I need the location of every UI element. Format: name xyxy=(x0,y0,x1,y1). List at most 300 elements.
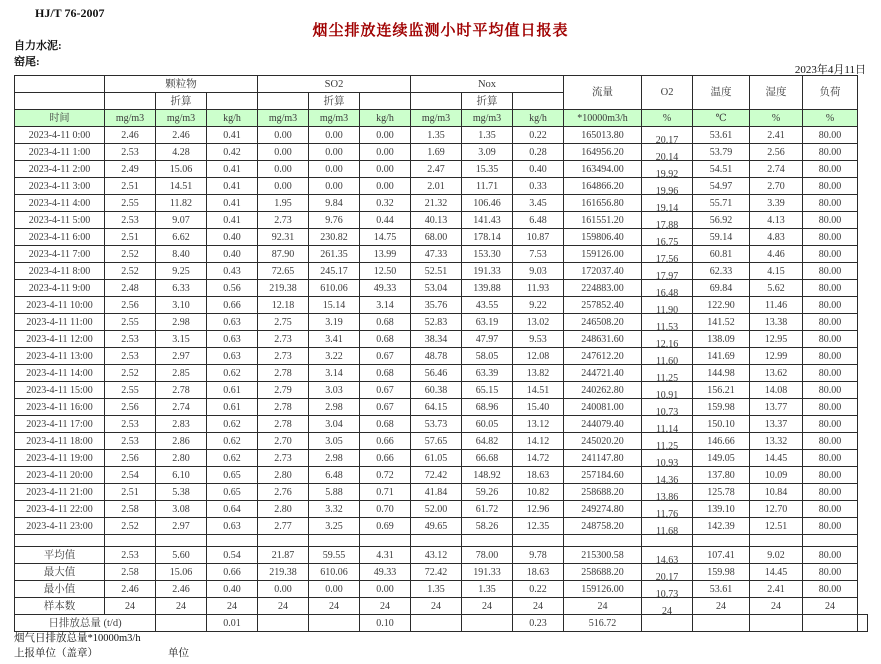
summary-value-cell: 24 xyxy=(360,598,411,615)
time-cell: 2023-4-11 6:00 xyxy=(15,229,105,246)
o2-value: 10.73 xyxy=(655,406,679,416)
nox-converted-label: 折算 xyxy=(462,93,513,110)
summary-value-cell: 1.35 xyxy=(411,581,462,598)
value-cell: 14.75 xyxy=(360,229,411,246)
value-cell: 59.14 xyxy=(693,229,750,246)
summary-value-cell: 0.66 xyxy=(207,564,258,581)
value-cell: 61.72 xyxy=(462,501,513,518)
value-cell: 13.38 xyxy=(750,314,803,331)
value-cell xyxy=(642,450,693,467)
value-cell: 2.56 xyxy=(105,399,156,416)
col-group-so2: SO2 xyxy=(258,76,411,93)
value-cell: 80.00 xyxy=(803,297,858,314)
value-cell: 15.35 xyxy=(462,161,513,178)
nox-unit-mg: mg/m3 xyxy=(411,110,462,127)
summary-value-cell: 72.42 xyxy=(411,564,462,581)
value-cell: 0.00 xyxy=(360,161,411,178)
o2-value: 13.86 xyxy=(655,491,679,501)
summary-value-cell: 14.45 xyxy=(750,564,803,581)
value-cell: 56.92 xyxy=(693,212,750,229)
daily-total-label: 日排放总量 (t/d) xyxy=(15,615,156,632)
summary-value-cell: 0.00 xyxy=(258,581,309,598)
value-cell: 12.99 xyxy=(750,348,803,365)
summary-value-cell: 2.46 xyxy=(156,581,207,598)
value-cell: 261.35 xyxy=(309,246,360,263)
value-cell: 2.73 xyxy=(258,212,309,229)
value-cell xyxy=(642,297,693,314)
summary-value-cell: 24 xyxy=(693,598,750,615)
time-cell: 2023-4-11 15:00 xyxy=(15,382,105,399)
value-cell: 0.40 xyxy=(207,229,258,246)
value-cell: 15.40 xyxy=(513,399,564,416)
time-cell: 2023-4-11 17:00 xyxy=(15,416,105,433)
daily-total-cell xyxy=(411,615,462,632)
summary-value-cell: 53.61 xyxy=(693,581,750,598)
value-cell: 12.95 xyxy=(750,331,803,348)
summary-value-cell: 0.54 xyxy=(207,547,258,564)
table-header xyxy=(15,76,868,127)
value-cell: 80.00 xyxy=(803,229,858,246)
table-row xyxy=(15,297,868,314)
standard-number: HJ/T 76-2007 xyxy=(35,6,105,20)
o2-value: 12.16 xyxy=(655,338,679,348)
empty-cell xyxy=(360,93,411,110)
summary-value-cell: 80.00 xyxy=(803,547,858,564)
o2-value: 16.48 xyxy=(655,287,679,297)
spacer-row xyxy=(15,535,868,547)
value-cell: 4.15 xyxy=(750,263,803,280)
value-cell: 11.46 xyxy=(750,297,803,314)
value-cell: 3.09 xyxy=(462,144,513,161)
summary-value-cell: 191.33 xyxy=(462,564,513,581)
value-cell: 241147.80 xyxy=(564,450,642,467)
summary-value-cell xyxy=(642,598,693,615)
value-cell: 0.00 xyxy=(309,178,360,195)
value-cell: 21.32 xyxy=(411,195,462,212)
value-cell: 0.64 xyxy=(207,501,258,518)
value-cell: 3.14 xyxy=(360,297,411,314)
daily-total-cell: 0.01 xyxy=(207,615,258,632)
value-cell: 52.83 xyxy=(411,314,462,331)
value-cell: 12.70 xyxy=(750,501,803,518)
summary-value-cell: 24 xyxy=(207,598,258,615)
time-header: 时间 xyxy=(15,110,105,127)
value-cell: 142.39 xyxy=(693,518,750,535)
value-cell: 245020.20 xyxy=(564,433,642,450)
o2-value: 11.76 xyxy=(655,508,679,518)
time-cell: 2023-4-11 12:00 xyxy=(15,331,105,348)
value-cell: 13.02 xyxy=(513,314,564,331)
value-cell: 3.14 xyxy=(309,365,360,382)
value-cell: 2.80 xyxy=(258,467,309,484)
summary-value-cell: 159126.00 xyxy=(564,581,642,598)
value-cell: 0.41 xyxy=(207,212,258,229)
value-cell: 247612.20 xyxy=(564,348,642,365)
value-cell: 2.52 xyxy=(105,263,156,280)
summary-value-cell: 0.00 xyxy=(360,581,411,598)
value-cell: 3.32 xyxy=(309,501,360,518)
summary-value-cell: 43.12 xyxy=(411,547,462,564)
pm-converted-unit: mg/m3 xyxy=(156,110,207,127)
value-cell: 0.66 xyxy=(360,450,411,467)
time-cell: 2023-4-11 19:00 xyxy=(15,450,105,467)
value-cell: 72.65 xyxy=(258,263,309,280)
value-cell: 219.38 xyxy=(258,280,309,297)
time-cell: 2023-4-11 3:00 xyxy=(15,178,105,195)
o2-unit: % xyxy=(642,110,693,127)
value-cell: 164956.20 xyxy=(564,144,642,161)
value-cell: 2.56 xyxy=(105,297,156,314)
value-cell: 13.12 xyxy=(513,416,564,433)
value-cell: 3.15 xyxy=(156,331,207,348)
value-cell: 2.80 xyxy=(156,450,207,467)
value-cell: 5.88 xyxy=(309,484,360,501)
value-cell: 80.00 xyxy=(803,263,858,280)
o2-value: 11.25 xyxy=(655,440,679,450)
value-cell: 68.96 xyxy=(462,399,513,416)
value-cell xyxy=(642,348,693,365)
unit-label: 单位 xyxy=(168,648,189,659)
summary-value-cell: 2.58 xyxy=(105,564,156,581)
value-cell: 153.30 xyxy=(462,246,513,263)
value-cell: 10.82 xyxy=(513,484,564,501)
summary-value-cell: 258688.20 xyxy=(564,564,642,581)
value-cell: 8.40 xyxy=(156,246,207,263)
company-label: 自力水泥: xyxy=(14,40,62,52)
table-row xyxy=(15,331,868,348)
daily-total-cell xyxy=(156,615,207,632)
value-cell: 1.35 xyxy=(411,127,462,144)
value-cell: 38.34 xyxy=(411,331,462,348)
value-cell: 0.28 xyxy=(513,144,564,161)
o2-value: 17.97 xyxy=(655,270,679,280)
value-cell: 2.55 xyxy=(105,314,156,331)
value-cell: 48.78 xyxy=(411,348,462,365)
value-cell: 3.05 xyxy=(309,433,360,450)
summary-value-cell: 9.78 xyxy=(513,547,564,564)
o2-value: 10.73 xyxy=(655,588,679,598)
value-cell: 0.67 xyxy=(360,348,411,365)
value-cell: 191.33 xyxy=(462,263,513,280)
value-cell: 0.70 xyxy=(360,501,411,518)
summary-value-cell: 219.38 xyxy=(258,564,309,581)
value-cell: 164866.20 xyxy=(564,178,642,195)
value-cell: 5.38 xyxy=(156,484,207,501)
value-cell xyxy=(642,246,693,263)
o2-value: 11.53 xyxy=(655,321,679,331)
value-cell: 61.05 xyxy=(411,450,462,467)
value-cell: 2.51 xyxy=(105,229,156,246)
col-humidity: 湿度 xyxy=(750,76,803,110)
value-cell: 141.69 xyxy=(693,348,750,365)
table-row xyxy=(15,212,868,229)
value-cell: 60.81 xyxy=(693,246,750,263)
value-cell: 80.00 xyxy=(803,501,858,518)
value-cell: 41.84 xyxy=(411,484,462,501)
value-cell: 87.90 xyxy=(258,246,309,263)
value-cell: 2.86 xyxy=(156,433,207,450)
value-cell: 161656.80 xyxy=(564,195,642,212)
daily-total-cell xyxy=(258,615,309,632)
value-cell: 9.22 xyxy=(513,297,564,314)
empty-cell xyxy=(105,93,156,110)
value-cell: 2.52 xyxy=(105,518,156,535)
table-row xyxy=(15,365,868,382)
value-cell: 15.06 xyxy=(156,161,207,178)
value-cell: 1.95 xyxy=(258,195,309,212)
value-cell: 139.88 xyxy=(462,280,513,297)
value-cell: 4.13 xyxy=(750,212,803,229)
value-cell: 53.79 xyxy=(693,144,750,161)
value-cell: 2.58 xyxy=(105,501,156,518)
summary-value-cell: 215300.58 xyxy=(564,547,642,564)
table-body xyxy=(15,127,868,535)
empty-cell xyxy=(411,93,462,110)
value-cell: 3.08 xyxy=(156,501,207,518)
col-temp: 温度 xyxy=(693,76,750,110)
summary-row xyxy=(15,581,868,598)
value-cell: 224883.00 xyxy=(564,280,642,297)
value-cell: 60.38 xyxy=(411,382,462,399)
summary-value-cell: 24 xyxy=(803,598,858,615)
value-cell: 68.00 xyxy=(411,229,462,246)
value-cell xyxy=(642,127,693,144)
value-cell: 12.96 xyxy=(513,501,564,518)
value-cell: 2.74 xyxy=(750,161,803,178)
value-cell: 15.14 xyxy=(309,297,360,314)
o2-value: 11.14 xyxy=(655,423,679,433)
value-cell: 80.00 xyxy=(803,348,858,365)
humidity-unit: % xyxy=(750,110,803,127)
summary-value-cell: 0.40 xyxy=(207,581,258,598)
value-cell: 54.97 xyxy=(693,178,750,195)
spacer-section xyxy=(15,535,868,547)
summary-value-cell: 610.06 xyxy=(309,564,360,581)
value-cell: 2.78 xyxy=(258,399,309,416)
table-row xyxy=(15,144,868,161)
value-cell: 4.28 xyxy=(156,144,207,161)
value-cell: 137.80 xyxy=(693,467,750,484)
value-cell: 2.85 xyxy=(156,365,207,382)
flue-total-note: 烟气日排放总量*10000m3/h xyxy=(14,633,141,644)
value-cell: 0.65 xyxy=(207,467,258,484)
value-cell: 2.97 xyxy=(156,348,207,365)
value-cell: 0.67 xyxy=(360,382,411,399)
value-cell: 0.00 xyxy=(360,178,411,195)
value-cell: 9.84 xyxy=(309,195,360,212)
report-table xyxy=(14,75,868,632)
summary-label: 最小值 xyxy=(15,581,105,598)
value-cell: 52.51 xyxy=(411,263,462,280)
time-cell: 2023-4-11 11:00 xyxy=(15,314,105,331)
value-cell: 2.70 xyxy=(750,178,803,195)
summary-value-cell: 80.00 xyxy=(803,564,858,581)
temp-unit: ℃ xyxy=(693,110,750,127)
value-cell: 80.00 xyxy=(803,365,858,382)
value-cell: 2.53 xyxy=(105,212,156,229)
units-row xyxy=(15,110,868,127)
daily-total-cell: 0.10 xyxy=(360,615,411,632)
value-cell: 2.56 xyxy=(750,144,803,161)
value-cell: 2.83 xyxy=(156,416,207,433)
daily-total-cell xyxy=(693,615,750,632)
o2-value: 14.63 xyxy=(655,554,679,564)
value-cell xyxy=(642,518,693,535)
value-cell: 240081.00 xyxy=(564,399,642,416)
value-cell: 0.62 xyxy=(207,450,258,467)
value-cell: 14.08 xyxy=(750,382,803,399)
time-cell: 2023-4-11 13:00 xyxy=(15,348,105,365)
value-cell: 2.73 xyxy=(258,348,309,365)
summary-value-cell: 24 xyxy=(513,598,564,615)
summary-label: 样本数 xyxy=(15,598,105,615)
daily-total-cell xyxy=(309,615,360,632)
value-cell: 2.73 xyxy=(258,331,309,348)
summary-label: 最大值 xyxy=(15,564,105,581)
value-cell: 80.00 xyxy=(803,212,858,229)
value-cell: 141.43 xyxy=(462,212,513,229)
value-cell: 10.84 xyxy=(750,484,803,501)
value-cell: 2.75 xyxy=(258,314,309,331)
value-cell: 3.25 xyxy=(309,518,360,535)
group-header-row xyxy=(15,76,868,93)
value-cell: 58.26 xyxy=(462,518,513,535)
value-cell: 49.33 xyxy=(360,280,411,297)
nox-converted-unit: mg/m3 xyxy=(462,110,513,127)
value-cell: 2.47 xyxy=(411,161,462,178)
summary-value-cell: 0.22 xyxy=(513,581,564,598)
value-cell: 2.46 xyxy=(105,127,156,144)
time-cell: 2023-4-11 22:00 xyxy=(15,501,105,518)
value-cell: 13.77 xyxy=(750,399,803,416)
value-cell xyxy=(642,212,693,229)
o2-value: 17.88 xyxy=(655,219,679,229)
value-cell: 80.00 xyxy=(803,450,858,467)
value-cell: 2.48 xyxy=(105,280,156,297)
value-cell: 1.35 xyxy=(462,127,513,144)
summary-value-cell: 2.46 xyxy=(105,581,156,598)
value-cell: 2.51 xyxy=(105,484,156,501)
value-cell: 69.84 xyxy=(693,280,750,297)
value-cell xyxy=(642,365,693,382)
value-cell: 230.82 xyxy=(309,229,360,246)
value-cell: 2.97 xyxy=(156,518,207,535)
table-row xyxy=(15,501,868,518)
value-cell: 2.53 xyxy=(105,144,156,161)
value-cell: 12.08 xyxy=(513,348,564,365)
value-cell: 14.12 xyxy=(513,433,564,450)
pm-unit-kgh: kg/h xyxy=(207,110,258,127)
page-title: 烟尘排放连续监测小时平均值日报表 xyxy=(312,23,569,39)
table-row xyxy=(15,382,868,399)
value-cell: 2.78 xyxy=(258,365,309,382)
table-row xyxy=(15,450,868,467)
value-cell: 0.61 xyxy=(207,382,258,399)
summary-value-cell xyxy=(642,581,693,598)
value-cell xyxy=(642,399,693,416)
value-cell: 4.46 xyxy=(750,246,803,263)
value-cell: 0.33 xyxy=(513,178,564,195)
summary-value-cell: 24 xyxy=(564,598,642,615)
table-row xyxy=(15,518,868,535)
value-cell: 149.05 xyxy=(693,450,750,467)
value-cell: 2.46 xyxy=(156,127,207,144)
value-cell: 80.00 xyxy=(803,178,858,195)
value-cell: 54.51 xyxy=(693,161,750,178)
value-cell: 258688.20 xyxy=(564,484,642,501)
o2-value: 16.75 xyxy=(655,236,679,246)
value-cell: 178.14 xyxy=(462,229,513,246)
table-row xyxy=(15,399,868,416)
value-cell: 6.48 xyxy=(513,212,564,229)
value-cell: 244079.40 xyxy=(564,416,642,433)
value-cell: 2.79 xyxy=(258,382,309,399)
summary-value-cell: 9.02 xyxy=(750,547,803,564)
table-row xyxy=(15,467,868,484)
value-cell: 7.53 xyxy=(513,246,564,263)
value-cell: 0.67 xyxy=(360,399,411,416)
value-cell: 9.03 xyxy=(513,263,564,280)
value-cell: 9.53 xyxy=(513,331,564,348)
value-cell: 80.00 xyxy=(803,280,858,297)
value-cell: 12.35 xyxy=(513,518,564,535)
value-cell: 49.65 xyxy=(411,518,462,535)
value-cell: 2.74 xyxy=(156,399,207,416)
value-cell: 106.46 xyxy=(462,195,513,212)
daily-total-cell xyxy=(858,615,868,632)
value-cell: 0.40 xyxy=(207,246,258,263)
time-cell: 2023-4-11 14:00 xyxy=(15,365,105,382)
value-cell: 0.62 xyxy=(207,433,258,450)
value-cell: 161551.20 xyxy=(564,212,642,229)
value-cell: 163494.00 xyxy=(564,161,642,178)
table-row xyxy=(15,178,868,195)
summary-value-cell: 24 xyxy=(258,598,309,615)
value-cell: 150.10 xyxy=(693,416,750,433)
value-cell: 62.33 xyxy=(693,263,750,280)
value-cell: 9.76 xyxy=(309,212,360,229)
value-cell: 2.53 xyxy=(105,331,156,348)
value-cell: 80.00 xyxy=(803,382,858,399)
o2-value: 10.93 xyxy=(655,457,679,467)
value-cell xyxy=(642,501,693,518)
value-cell: 3.10 xyxy=(156,297,207,314)
value-cell: 122.90 xyxy=(693,297,750,314)
value-cell xyxy=(642,433,693,450)
value-cell: 0.22 xyxy=(513,127,564,144)
summary-value-cell: 5.60 xyxy=(156,547,207,564)
value-cell: 9.07 xyxy=(156,212,207,229)
value-cell xyxy=(642,314,693,331)
value-cell: 64.82 xyxy=(462,433,513,450)
summary-row xyxy=(15,564,868,581)
value-cell: 59.26 xyxy=(462,484,513,501)
value-cell: 2.55 xyxy=(105,195,156,212)
daily-total-cell: 0.23 xyxy=(513,615,564,632)
value-cell: 9.25 xyxy=(156,263,207,280)
value-cell: 13.82 xyxy=(513,365,564,382)
value-cell xyxy=(642,178,693,195)
time-cell: 2023-4-11 8:00 xyxy=(15,263,105,280)
col-load: 负荷 xyxy=(803,76,858,110)
value-cell: 5.62 xyxy=(750,280,803,297)
summary-body xyxy=(15,547,868,632)
time-cell: 2023-4-11 5:00 xyxy=(15,212,105,229)
table-row xyxy=(15,229,868,246)
summary-value-cell xyxy=(642,547,693,564)
value-cell: 0.00 xyxy=(258,144,309,161)
daily-total-cell xyxy=(642,615,693,632)
